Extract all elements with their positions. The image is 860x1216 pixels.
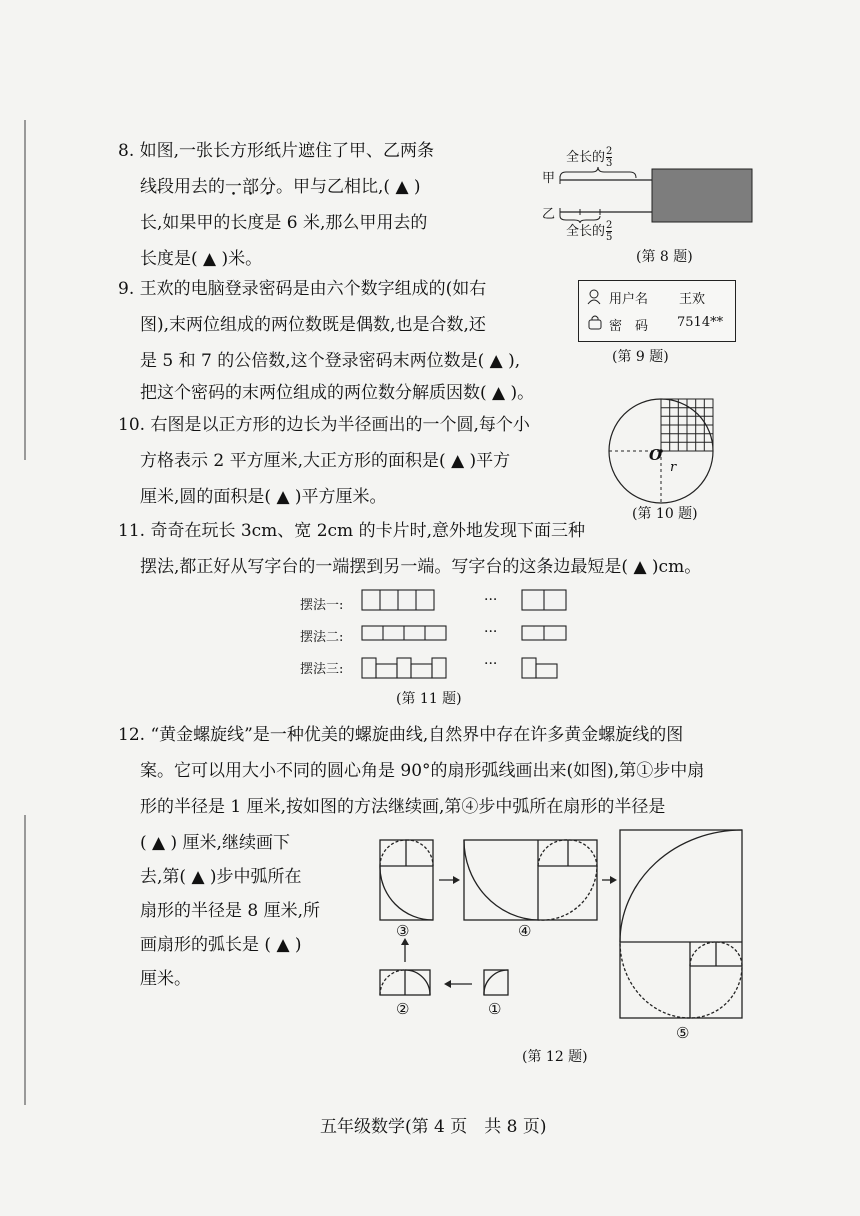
q8-dot-char-1: 一 xyxy=(225,177,242,197)
q8-line1: 8. 如图,一张长方形纸片遮住了甲、乙两条 xyxy=(118,141,435,161)
q12-line8: 厘米。 xyxy=(140,969,191,989)
q11-cards-figure xyxy=(360,588,580,678)
q11-ellipsis-2: ··· xyxy=(484,624,498,640)
q8-yi: 乙 xyxy=(542,207,556,222)
q9-caption: (第 9 题) xyxy=(612,349,669,365)
q8-line2a: 线段用去的 xyxy=(140,177,225,197)
q9-line4: 把这个密码的末两位组成的两位数分解质因数( ▲ )。 xyxy=(140,383,535,403)
q9-login-box xyxy=(578,280,736,342)
q10-caption: (第 10 题) xyxy=(632,506,698,522)
q12-step3-label: ③ xyxy=(396,922,410,940)
q12-line7: 画扇形的弧长是 ( ▲ ) xyxy=(140,935,302,955)
q8-frac-bottom-den: 5 xyxy=(606,232,613,243)
q9-line3: 是 5 和 7 的公倍数,这个登录密码末两位数是( ▲ ), xyxy=(140,351,521,371)
q8-line3: 长,如果甲的长度是 6 米,那么甲用去的 xyxy=(140,213,428,233)
q8-segments-figure xyxy=(556,164,756,224)
q12-line5: 去,第( ▲ )步中弧所在 xyxy=(140,867,302,887)
q12-line6: 扇形的半径是 8 厘米,所 xyxy=(140,901,321,921)
q11-method2-label: 摆法二: xyxy=(300,630,344,645)
q8-label-bottom-text: 全长的 xyxy=(566,224,606,239)
q12-step5-label: ⑤ xyxy=(676,1024,690,1042)
q12-line3: 形的半径是 1 厘米,按如图的方法继续画,第④步中弧所在扇形的半径是 xyxy=(140,797,666,817)
q11-line2: 摆法,都正好从写字台的一端摆到另一端。写字台的这条边最短是( ▲ )cm。 xyxy=(140,557,702,577)
q8-frac-top-den: 3 xyxy=(606,158,613,169)
lock-icon xyxy=(588,314,602,330)
q12-line4: ( ▲ ) 厘米,继续画下 xyxy=(140,833,290,853)
q8-line2 xyxy=(140,176,421,198)
binding-line-top xyxy=(24,120,26,460)
q12-spiral-figure xyxy=(376,826,746,1022)
q10-line1: 10. 右图是以正方形的边长为半径画出的一个圆,每个小 xyxy=(118,415,530,435)
q8-dot-char-2: 部 xyxy=(242,177,259,197)
q11-method3-label: 摆法三: xyxy=(300,662,344,677)
q12-step4-label: ④ xyxy=(518,922,532,940)
q9-pwd-label: 密 码 xyxy=(609,319,649,334)
q12-line1: 12. “黄金螺旋线”是一种优美的螺旋曲线,自然界中存在许多黄金螺旋线的图 xyxy=(118,725,684,745)
user-icon xyxy=(587,289,601,305)
binding-line-bottom xyxy=(24,815,26,1105)
q10-line2: 方格表示 2 平方厘米,大正方形的面积是( ▲ )平方 xyxy=(140,451,511,471)
q10-center-label: O xyxy=(649,446,663,464)
q12-line2: 案。它可以用大小不同的圆心角是 90°的扇形弧线画出来(如图),第①步中扇 xyxy=(140,761,705,781)
q12-step2-label: ② xyxy=(396,1000,410,1018)
q11-method1-label: 摆法一: xyxy=(300,598,344,613)
q9-user-value: 王欢 xyxy=(679,292,706,307)
q9-line1: 9. 王欢的电脑登录密码是由六个数字组成的(如右 xyxy=(118,279,487,299)
q8-caption: (第 8 题) xyxy=(636,249,693,265)
q10-line3: 厘米,圆的面积是( ▲ )平方厘米。 xyxy=(140,487,387,507)
q9-line2: 图),末两位组成的两位数既是偶数,也是合数,还 xyxy=(140,315,486,335)
q8-label-top-text: 全长的 xyxy=(566,150,606,165)
q9-pwd-value: 7514** xyxy=(677,315,724,330)
page-footer: 五年级数学(第 4 页 共 8 页) xyxy=(320,1117,547,1137)
q8-line4: 长度是( ▲ )米。 xyxy=(140,249,263,269)
q8-frac-top-num: 2 xyxy=(606,146,613,157)
q8-frac-bottom-num: 2 xyxy=(606,220,613,231)
q11-line1: 11. 奇奇在玩长 3cm、宽 2cm 的卡片时,意外地发现下面三种 xyxy=(118,521,585,541)
q8-jia: 甲 xyxy=(542,171,556,186)
q8-line2c: 。甲与乙相比,( ▲ ) xyxy=(276,177,421,197)
q12-step1-label: ① xyxy=(488,1000,502,1018)
q12-caption: (第 12 题) xyxy=(522,1049,588,1065)
q11-ellipsis-3: ··· xyxy=(484,656,498,672)
q10-radius-label: r xyxy=(670,460,677,475)
q8-dot-char-3: 分 xyxy=(259,177,276,197)
q9-user-label: 用户名 xyxy=(609,292,649,307)
q11-ellipsis-1: ··· xyxy=(484,592,498,608)
q11-caption: (第 11 题) xyxy=(396,691,462,707)
